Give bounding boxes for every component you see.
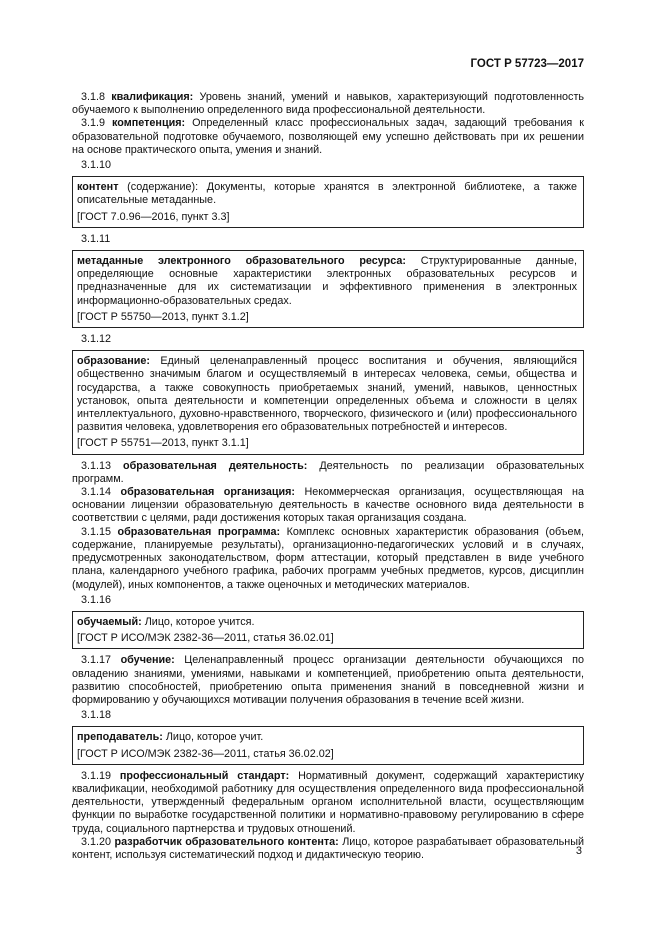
term-name: образование: [77, 355, 150, 368]
term-source: [ГОСТ Р ИСО/МЭК 2382-36—2011, статья 36.02.01] [77, 632, 334, 645]
term-3-1-20 [72, 836, 584, 862]
term-number: 3.1.11 [81, 232, 111, 245]
term-number: 3.1.14 [81, 486, 112, 499]
term-name: преподаватель: [77, 731, 163, 744]
term-box-3-1-12 [72, 350, 584, 454]
term-3-1-17 [72, 654, 584, 707]
term-name: обучаемый: [77, 615, 142, 628]
term-definition-block [77, 181, 577, 207]
term-number: 3.1.10 [81, 159, 112, 172]
term-box-3-1-10 [72, 176, 584, 228]
term-name: разработчик образовательного контента: [114, 835, 339, 848]
term-definition: Комплекс основных характеристик образования (объем, содержание, планируемые результаты), организационно-педагогических условий и в случаях, предусмотренных законодательством, форм аттестации, который представлен в виде учебного плана, календарного учебного графика, рабочих программ учебных предметов, курсов, дисциплин (модулей), иных компонентов, а также оценочных и методических материалов. [72, 525, 584, 591]
term-definition: Лицо, которое учит. [165, 731, 264, 744]
term-definition: Лицо, которое учится. [144, 615, 255, 628]
term-3-1-9 [72, 117, 584, 157]
term-number: 3.1.19 [81, 769, 112, 782]
term-definition-block [77, 255, 577, 308]
term-number: 3.1.17 [81, 654, 112, 667]
term-name: квалификация: [111, 91, 194, 103]
term-number: 3.1.13 [81, 459, 112, 472]
term-name: обучение: [120, 654, 175, 667]
term-definition: Единый целенаправленный процесс воспитания и обучения, являющийся общественно значимым благом и осуществляемый в интересах человека, семьи, общества и государства, а также совокупность приобретаемых знаний, умений, навыков, ценностных установок, опыта деятельности и компетенции определенных объема и сложности в целях интеллектуального, духовно-нравственного, творческого, физического и (или) профессионального развития человека, удовлетворения его образовательных потребностей и интересов. [77, 355, 577, 434]
term-number: 3.1.9 [81, 117, 106, 130]
term-3-1-8 [72, 91, 584, 117]
term-definition: Деятельность по реализации образовательных программ. [72, 459, 585, 485]
term-box-3-1-16 [72, 611, 584, 649]
term-name: образовательная организация: [120, 486, 295, 499]
term-definition-block [77, 616, 577, 629]
term-name: образовательная программа: [117, 525, 281, 538]
term-definition: Лицо, которое разрабатывает образовательный контент, используя систематический подход и дидактическую теорию. [72, 835, 585, 861]
term-3-1-19 [72, 770, 584, 836]
term-number: 3.1.15 [81, 525, 112, 538]
term-number: 3.1.8 [81, 91, 106, 103]
term-3-1-14 [72, 486, 584, 526]
term-definition: Структурированные данные, определяющие основные характеристики электронных образовательных ресурсов и предназначенные для их систематизации и эффективного применения в электронных информационно-образовательных средах. [77, 255, 577, 307]
document-header: ГОСТ Р 57723—2017 [470, 58, 584, 70]
term-name: метаданные электронного образовательного ресурса: [77, 255, 406, 268]
term-definition: Нормативный документ, содержащий характеристику квалификации, необходимой работнику для осуществления определенного вида профессиональной деятельности, утвержденный федеральным органом исполнительной власти, осуществляющим функции по выработке государственной политики и нормативно-правовому регулированию в сфере труда, социального партнерства и трудовых отношений. [72, 769, 585, 835]
term-3-1-13 [72, 460, 584, 486]
term-source: [ГОСТ 7.0.96—2016, пункт 3.3] [77, 210, 230, 223]
page-number: 3 [575, 845, 582, 857]
term-definition: Целенаправленный процесс организации деятельности обучающихся по овладению знаниями, умениями, навыками и компетенцией, приобретению опыта деятельности, развитию способностей, приобретению опыта применения знаний в повседневной жизни и формированию у обучающихся мотивации получения образования в течение всей жизни. [72, 654, 585, 706]
document-body [72, 91, 584, 862]
term-definition: Некоммерческая организация, осуществляющая на основании лицензии образовательную деятельность в качестве основного вида деятельности в соответствии с целями, ради достижения которых такая организация создана. [72, 486, 584, 525]
term-name: компетенция: [112, 117, 186, 130]
term-number: 3.1.16 [81, 593, 112, 606]
term-source: [ГОСТ Р ИСО/МЭК 2382-36—2011, статья 36.02.02] [77, 747, 334, 760]
term-box-3-1-18 [72, 726, 584, 764]
term-source: [ГОСТ Р 55750—2013, пункт 3.1.2] [77, 310, 249, 323]
term-name: образовательная деятельность: [123, 459, 308, 472]
term-name: профессиональный стандарт: [119, 769, 290, 782]
term-3-1-15 [72, 526, 584, 592]
term-source: [ГОСТ Р 55751—2013, пункт 3.1.1] [77, 437, 249, 450]
term-box-3-1-11 [72, 250, 584, 328]
term-number: 3.1.18 [81, 709, 112, 722]
term-number: 3.1.20 [81, 835, 112, 848]
term-definition: Уровень знаний, умений и навыков, характеризующий подготовленность обучаемого к выполнению определенного вида профессиональной деятельности. [72, 91, 585, 117]
term-number: 3.1.12 [81, 333, 112, 346]
term-definition-block [77, 355, 577, 434]
term-definition: Определенный класс профессиональных задач, задающий требования к образовательной подготовке обучаемого, позволяющей ему успешно действовать при их решении на основе практического опыта, умения и знаний. [72, 117, 584, 156]
term-name: контент [77, 181, 119, 194]
term-definition: (содержание): Документы, которые хранятся в электронной библиотеке, а также описательные метаданные. [77, 181, 578, 207]
term-definition-block [77, 731, 577, 744]
